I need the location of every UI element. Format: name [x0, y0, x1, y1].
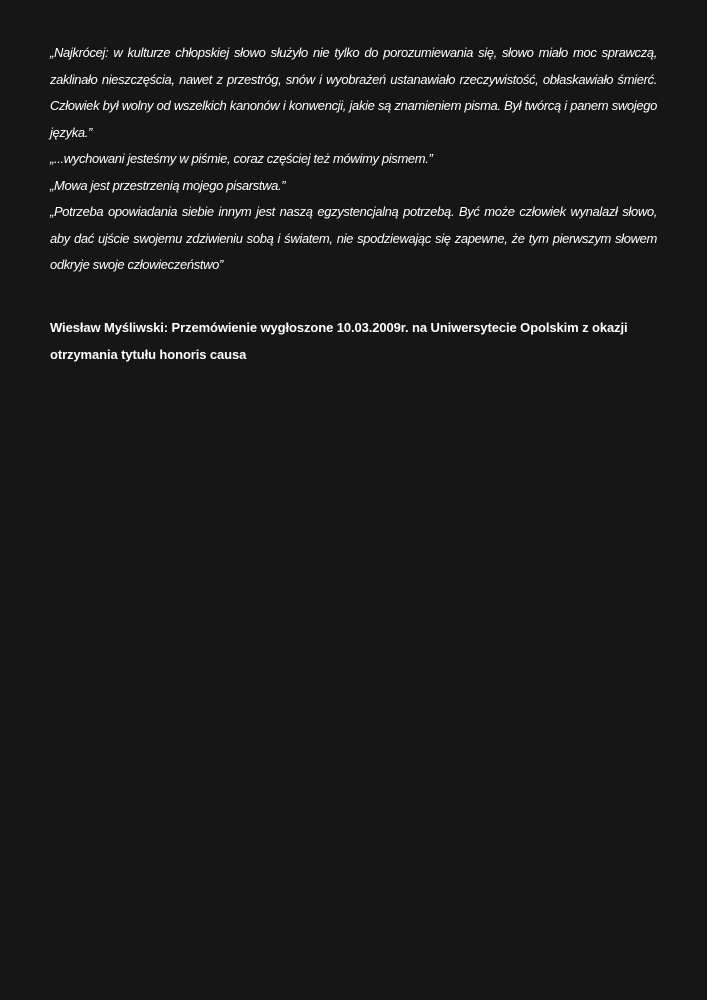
quote-paragraph: „Potrzeba opowiadania siebie innym jest naszą egzystencjalną potrzebą. Być może człowiek wynalazł słowo, aby dać ujście swojemu zdziwieniu sobą i światem, nie spodziewając się zapewne, że tym pierwszym słowem odkryje swoje człowieczeństwo” [50, 204, 657, 272]
quotes-section [50, 40, 657, 279]
quote-paragraph: „...wychowani jesteśmy w piśmie, coraz częściej też mówimy pismem.” [50, 151, 433, 166]
quote-paragraph: „Mowa jest przestrzenią mojego pisarstwa.” [50, 177, 286, 193]
quote-paragraph: „Najkrócej: w kulturze chłopskiej słowo służyło nie tylko do porozumiewania się, słowo miało moc sprawczą, zaklinało nieszczęścia, nawet z przestróg, snów i wyobrażeń ustanawiało rzeczywistość, obłaskawiało śmierć. Człowiek był wolny od wszelkich kanonów i konwencji, jakie są znamieniem pisma. Był twórcą i panem swojego języka.” [50, 45, 657, 140]
source-attribution: Wiesław Myśliwski: Przemówienie wygłoszone 10.03.2009r. na Uniwersytecie Opolskim z okazji otrzymania tytułu honoris causa [50, 320, 628, 362]
